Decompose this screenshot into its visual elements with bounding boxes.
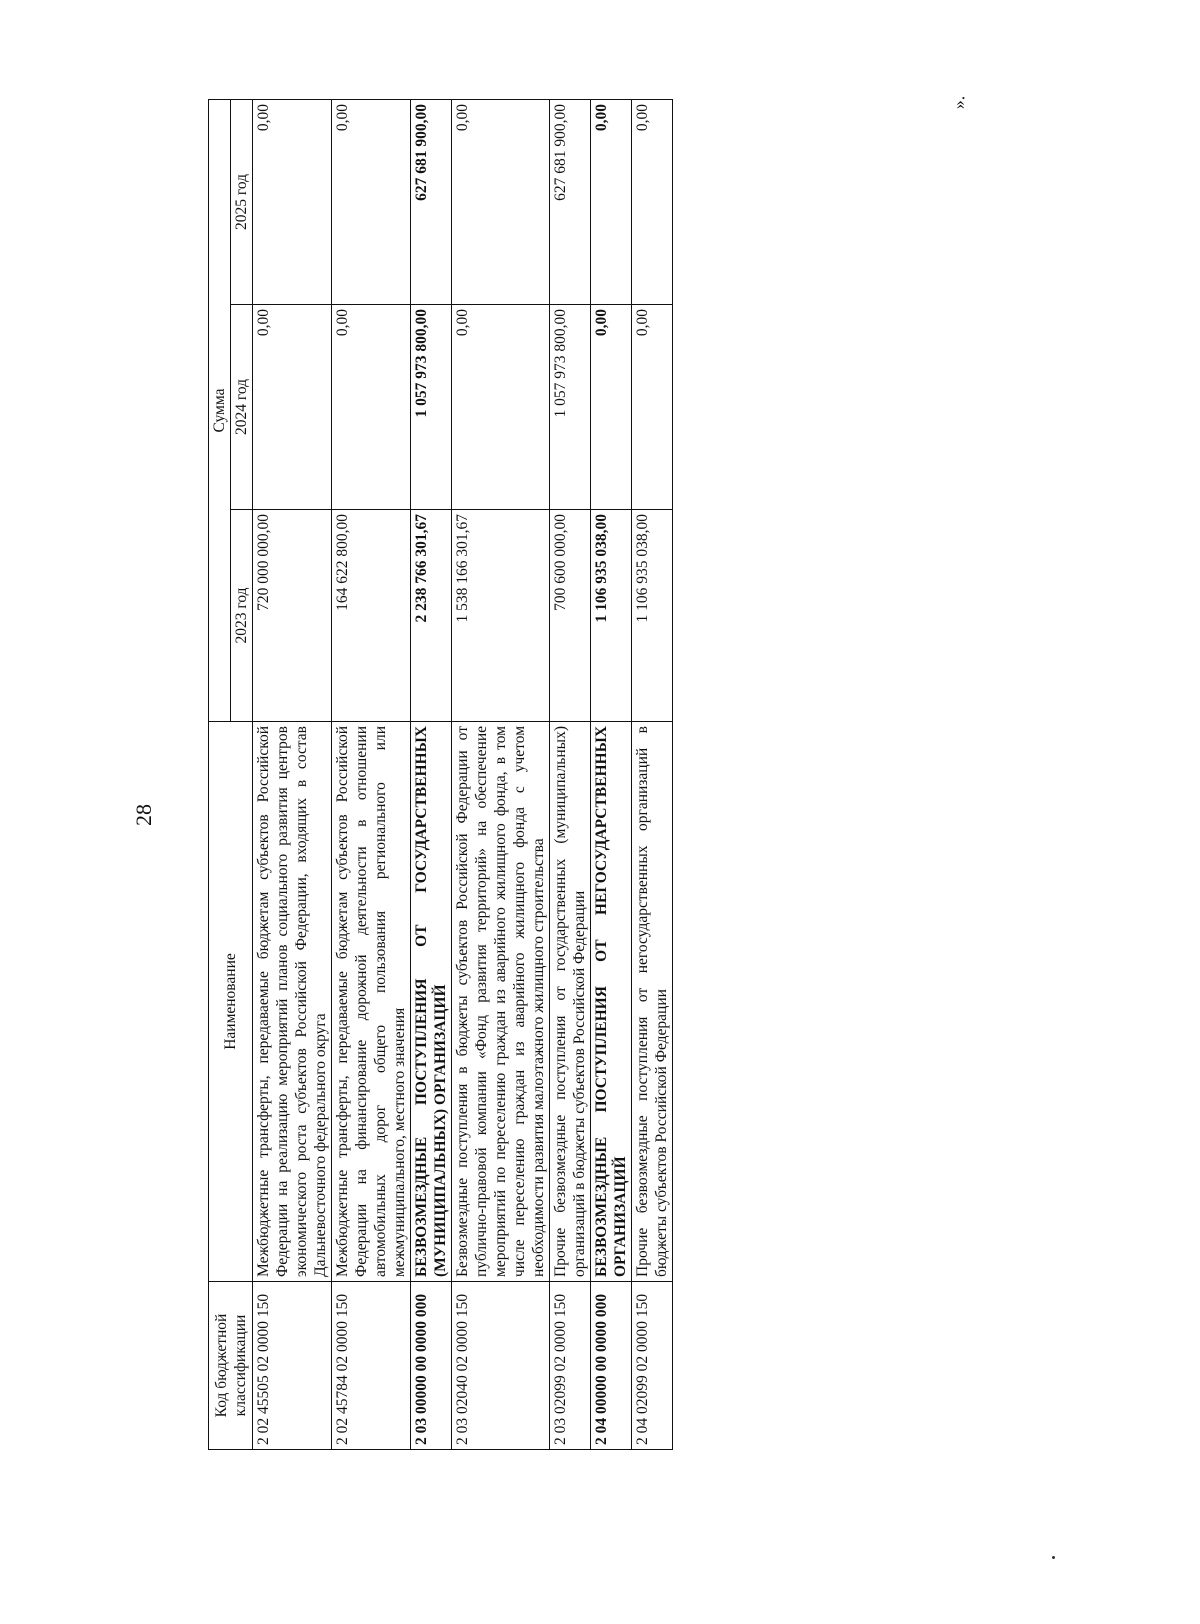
scan-speck — [1052, 1556, 1055, 1559]
amount-2025-cell: 0,00 — [591, 99, 632, 304]
amount-2023-cell: 2 238 766 301,67 — [411, 510, 452, 722]
code-cell: 2 04 02099 02 0000 150 — [632, 1282, 673, 1450]
budget-table — [208, 99, 673, 1450]
amount-2025-cell: 0,00 — [632, 99, 673, 304]
amount-2025-cell: 0,00 — [253, 99, 332, 304]
table-row — [550, 99, 591, 1449]
table-row — [632, 99, 673, 1449]
header-code: Код бюджетной классификации — [209, 1282, 253, 1450]
amount-2024-cell: 0,00 — [632, 305, 673, 510]
header-year-2025: 2025 год — [231, 99, 253, 304]
amount-2024-cell: 0,00 — [591, 305, 632, 510]
code-cell: 2 04 00000 00 0000 000 — [591, 1282, 632, 1450]
header-year-2023: 2023 год — [231, 510, 253, 722]
amount-2024-cell: 1 057 973 800,00 — [411, 305, 452, 510]
amount-2024-cell: 1 057 973 800,00 — [550, 305, 591, 510]
amount-2023-cell: 700 600 000,00 — [550, 510, 591, 722]
code-cell: 2 03 02040 02 0000 150 — [452, 1282, 550, 1450]
name-cell: Безвозмездные поступления в бюджеты субъектов Российской Федерации от публично-правовой компании «Фонд развития территорий» на обеспечение мероприятий по переселению граждан из аварийного жилищного фонда, в том числе переселению граждан из аварийного жилищного фонда с учетом необходимости развития малоэтажного жилищного строительства — [452, 722, 550, 1282]
name-cell: БЕЗВОЗМЕЗДНЫЕ ПОСТУПЛЕНИЯ ОТ НЕГОСУДАРСТВЕННЫХ ОРГАНИЗАЦИЙ — [591, 722, 632, 1282]
name-cell: Прочие безвозмездные поступления от негосударственных организаций в бюджеты субъектов Российской Федерации — [632, 722, 673, 1282]
amount-2024-cell: 0,00 — [332, 305, 411, 510]
table-row — [411, 99, 452, 1449]
header-name: Наименование — [209, 722, 253, 1282]
table-row — [452, 99, 550, 1449]
table-row — [591, 99, 632, 1449]
amount-2023-cell: 1 106 935 038,00 — [591, 510, 632, 722]
header-year-2024: 2024 год — [231, 305, 253, 510]
amount-2024-cell: 0,00 — [253, 305, 332, 510]
amount-2025-cell: 627 681 900,00 — [411, 99, 452, 304]
amount-2025-cell: 0,00 — [332, 99, 411, 304]
amount-2023-cell: 1 106 935 038,00 — [632, 510, 673, 722]
amount-2023-cell: 720 000 000,00 — [253, 510, 332, 722]
header-sum: Сумма — [209, 99, 231, 721]
amount-2025-cell: 0,00 — [452, 99, 550, 304]
name-cell: Межбюджетные трансферты, передаваемые бюджетам субъектов Российской Федерации на реализацию мероприятий планов социального развития центров экономического роста субъектов Российской Федерации, входящих в состав Дальневосточного федерального округа — [253, 722, 332, 1282]
table-row — [253, 99, 332, 1449]
name-cell: Межбюджетные трансферты, передаваемые бюджетам субъектов Российской Федерации на финансирование дорожной деятельности в отношении автомобильных дорог общего пользования регионального или межмуниципального, местного значения — [332, 722, 411, 1282]
closing-quote-mark: ». — [948, 95, 969, 110]
amount-2025-cell: 627 681 900,00 — [550, 99, 591, 304]
page-number: 28 — [131, 804, 156, 826]
code-cell: 2 03 02099 02 0000 150 — [550, 1282, 591, 1450]
budget-table-container — [208, 100, 1003, 1450]
name-cell: Прочие безвозмездные поступления от государственных (муниципальных) организаций в бюджеты субъектов Российской Федерации — [550, 722, 591, 1282]
code-cell: 2 03 00000 00 0000 000 — [411, 1282, 452, 1450]
code-cell: 2 02 45784 02 0000 150 — [332, 1282, 411, 1450]
table-row — [332, 99, 411, 1449]
code-cell: 2 02 45505 02 0000 150 — [253, 1282, 332, 1450]
amount-2024-cell: 0,00 — [452, 305, 550, 510]
amount-2023-cell: 1 538 166 301,67 — [452, 510, 550, 722]
amount-2023-cell: 164 622 800,00 — [332, 510, 411, 722]
name-cell: БЕЗВОЗМЕЗДНЫЕ ПОСТУПЛЕНИЯ ОТ ГОСУДАРСТВЕННЫХ (МУНИЦИПАЛЬНЫХ) ОРГАНИЗАЦИЙ — [411, 722, 452, 1282]
